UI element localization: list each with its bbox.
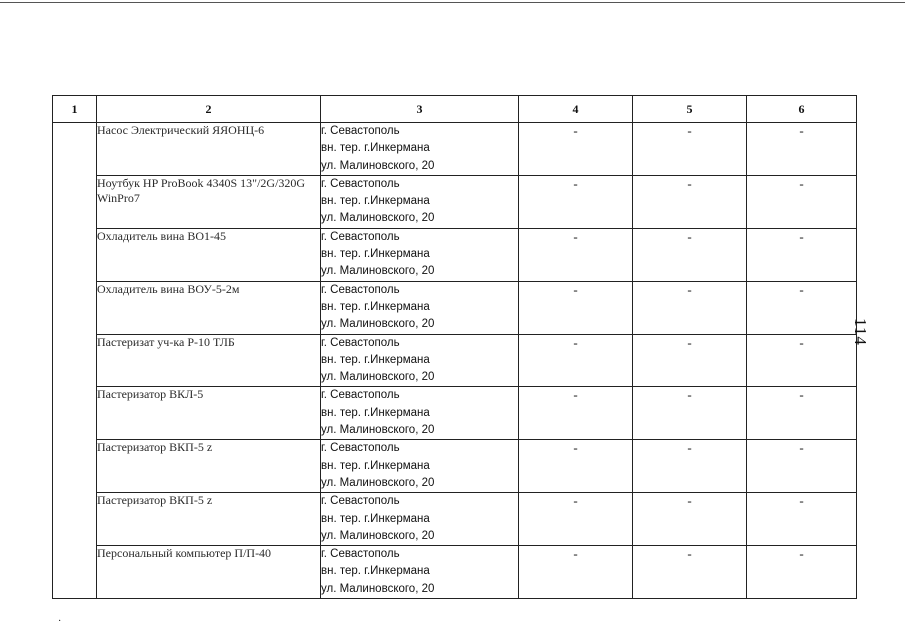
value-c5: - — [633, 281, 747, 334]
address-line: вн. тер. г.Инкермана — [321, 512, 430, 525]
value-c6: - — [747, 334, 857, 387]
address-line: ул. Малиновского, 20 — [321, 529, 435, 542]
value-c6: - — [747, 546, 857, 599]
table-row — [53, 387, 857, 440]
equipment-name: Охладитель вина ВОУ-5-2м — [97, 281, 321, 334]
address-line: г. Севастополь — [321, 283, 400, 296]
equipment-name: Пастеризатор ВКП-5 z — [97, 493, 321, 546]
location-address — [321, 281, 519, 334]
address-line: вн. тер. г.Инкермана — [321, 142, 430, 155]
address-line: ул. Малиновского, 20 — [321, 371, 435, 384]
address-line: г. Севастополь — [321, 125, 400, 137]
location-address — [321, 493, 519, 546]
address-line: г. Севастополь — [321, 230, 400, 243]
address-line: г. Севастополь — [321, 548, 400, 561]
address-line: ул. Малиновского, 20 — [321, 159, 435, 172]
header-col-1: 1 — [53, 96, 97, 123]
value-c5: - — [633, 123, 747, 176]
value-c4: - — [519, 440, 633, 493]
address-line: ул. Малиновского, 20 — [321, 318, 435, 331]
table-row — [53, 493, 857, 546]
location-address — [321, 440, 519, 493]
address-line: вн. тер. г.Инкермана — [321, 300, 430, 313]
table-row — [53, 228, 857, 281]
page-number: 114 — [851, 318, 870, 346]
value-c5: - — [633, 440, 747, 493]
value-c4: - — [519, 228, 633, 281]
address-line: вн. тер. г.Инкермана — [321, 565, 430, 578]
col1-merged-cell — [53, 123, 97, 599]
location-address — [321, 175, 519, 228]
value-c4: - — [519, 493, 633, 546]
address-line: ул. Малиновского, 20 — [321, 212, 435, 225]
address-line: вн. тер. г.Инкермана — [321, 195, 430, 208]
table-row — [53, 281, 857, 334]
table-row — [53, 123, 857, 176]
value-c6: - — [747, 228, 857, 281]
table-row — [53, 175, 857, 228]
value-c6: - — [747, 387, 857, 440]
equipment-name: Пастеризатор ВКЛ-5 — [97, 387, 321, 440]
header-col-6: 6 — [747, 96, 857, 123]
header-col-3: 3 — [321, 96, 519, 123]
value-c5: - — [633, 387, 747, 440]
equipment-name: Пастеризат уч-ка Р-10 ТЛБ — [97, 334, 321, 387]
location-address — [321, 387, 519, 440]
address-line: ул. Малиновского, 20 — [321, 582, 435, 595]
equipment-name: Ноутбук HP ProBook 4340S 13"/2G/320G WinPro7 — [97, 175, 321, 228]
value-c6: - — [747, 281, 857, 334]
address-line: вн. тер. г.Инкермана — [321, 406, 430, 419]
inventory-table — [52, 95, 857, 599]
address-line: вн. тер. г.Инкермана — [321, 353, 430, 366]
location-address — [321, 546, 519, 599]
equipment-name: Охладитель вина ВО1-45 — [97, 228, 321, 281]
address-line: г. Севастополь — [321, 442, 400, 455]
value-c6: - — [747, 440, 857, 493]
value-c6: - — [747, 493, 857, 546]
value-c4: - — [519, 281, 633, 334]
header-col-4: 4 — [519, 96, 633, 123]
table-row — [53, 440, 857, 493]
value-c4: - — [519, 387, 633, 440]
value-c4: - — [519, 123, 633, 176]
location-address — [321, 228, 519, 281]
address-line: ул. Малиновского, 20 — [321, 424, 435, 437]
table-row — [53, 334, 857, 387]
address-line: вн. тер. г.Инкермана — [321, 459, 430, 472]
value-c5: - — [633, 493, 747, 546]
header-col-2: 2 — [97, 96, 321, 123]
address-line: г. Севастополь — [321, 177, 400, 190]
address-line: г. Севастополь — [321, 389, 400, 402]
value-c4: - — [519, 546, 633, 599]
address-line: ул. Малиновского, 20 — [321, 265, 435, 278]
equipment-name: Пастеризатор ВКП-5 z — [97, 440, 321, 493]
value-c4: - — [519, 334, 633, 387]
value-c5: - — [633, 175, 747, 228]
value-c5: - — [633, 546, 747, 599]
address-line: г. Севастополь — [321, 336, 400, 349]
location-address — [321, 334, 519, 387]
bottom-mark: · — [58, 616, 62, 627]
equipment-name: Персональный компьютер П/П-40 — [97, 546, 321, 599]
value-c5: - — [633, 334, 747, 387]
address-line: вн. тер. г.Инкермана — [321, 248, 430, 261]
table-row — [53, 546, 857, 599]
address-line: ул. Малиновского, 20 — [321, 476, 435, 489]
value-c6: - — [747, 123, 857, 176]
top-border-line — [0, 2, 905, 3]
value-c6: - — [747, 175, 857, 228]
address-line: г. Севастополь — [321, 495, 400, 508]
location-address — [321, 123, 519, 176]
value-c5: - — [633, 228, 747, 281]
value-c4: - — [519, 175, 633, 228]
header-col-5: 5 — [633, 96, 747, 123]
table-header-row — [53, 96, 857, 123]
equipment-name: Насос Электрический ЯЯОНЦ-6 — [97, 123, 321, 176]
